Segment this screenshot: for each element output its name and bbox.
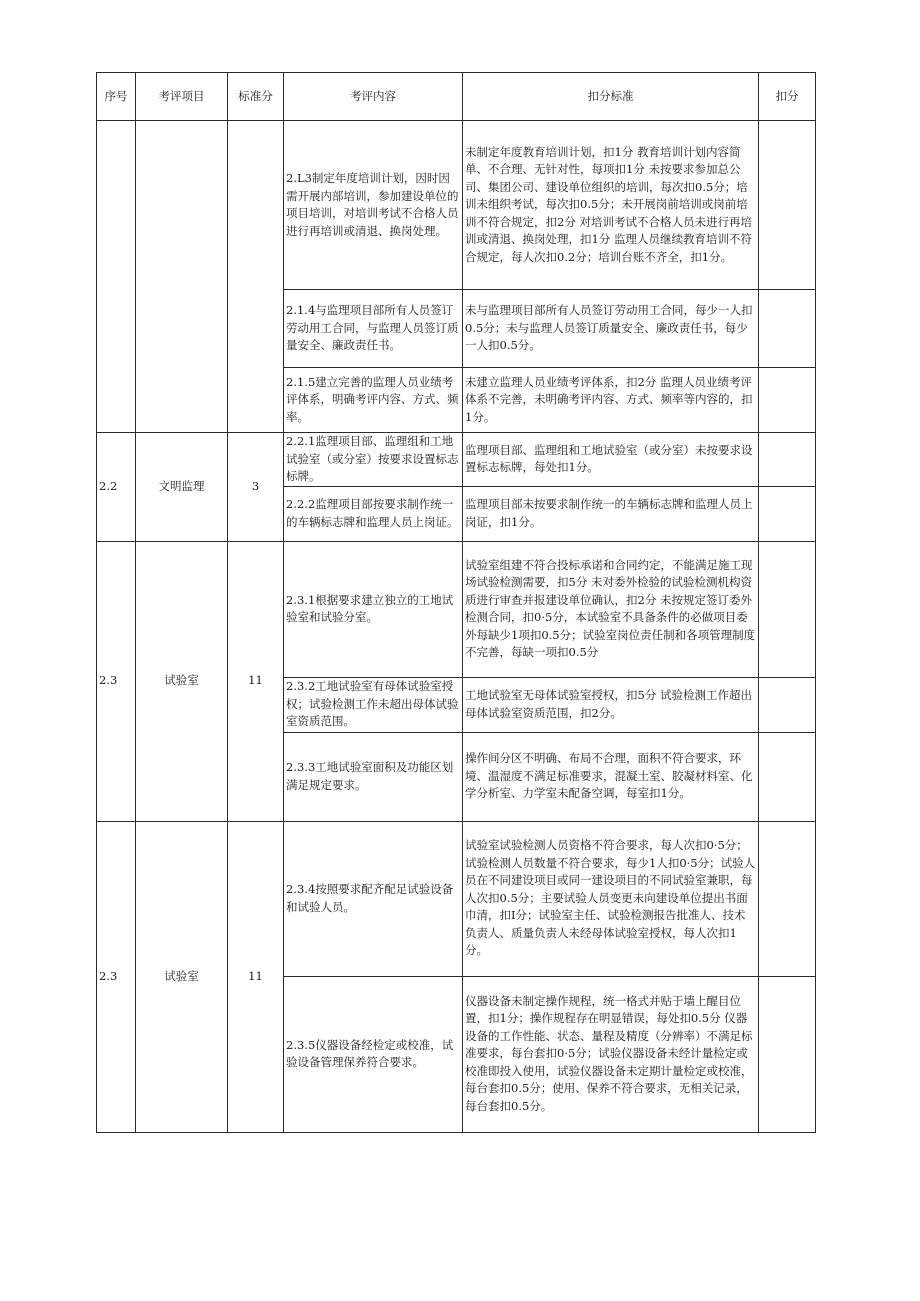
item-cell: 试验室 xyxy=(136,541,228,821)
score-cell: 3 xyxy=(228,433,284,542)
deduction-cell[interactable] xyxy=(759,290,816,368)
content-cell: 2.3.2工地试验室有母体试验室授权；试验检测工作未超出母体试验室资质范围。 xyxy=(284,677,463,732)
content-cell: 2.3.3工地试验室面积及功能区划满足规定要求。 xyxy=(284,732,463,821)
deduction-cell[interactable] xyxy=(759,486,816,541)
header-deduction: 扣分 xyxy=(759,73,816,121)
criteria-cell: 试验室组建不符合投标承诺和合同约定，不能满足施工现场试验检测需要，扣5分 未对委外检验的试验检测机构资质进行审查并报建设单位确认，扣2分 未按规定签订委外检测合同，扣0·5分，本试验室不具备条件的必做项目委外每缺少1项扣0.5分；试验室岗位责任制和各项管理制度不完善，每缺一项扣0.5分 xyxy=(463,541,759,677)
header-seq: 序号 xyxy=(97,73,136,121)
criteria-cell: 未制定年度教育培训计划，扣1分 教育培训计划内容简单、不合理、无针对性，每项扣1分 未按要求参加总公司、集团公司、建设单位组织的培训，每次扣0.5分；培训未组织考试，每次扣0.5分；未开展岗前培训或岗前培训不符合规定，扣2分 对培训考试不合格人员未进行再培训或清退、换岗处理，扣1分 监理人员继续教育培训不符合规定，每人次扣0.2分；培训台账不齐全，扣1分。 xyxy=(463,121,759,290)
header-item: 考评项目 xyxy=(136,73,228,121)
score-cell: 11 xyxy=(228,821,284,1132)
criteria-cell: 工地试验室无母体试验室授权，扣5分 试验检测工作超出母体试验室资质范围，扣2分。 xyxy=(463,677,759,732)
deduction-cell[interactable] xyxy=(759,677,816,732)
item-cell: 文明监理 xyxy=(136,433,228,542)
item-cell xyxy=(136,121,228,433)
deduction-cell[interactable] xyxy=(759,821,816,976)
header-row xyxy=(97,73,816,121)
content-cell: 2.3.5仪器设备经检定或校准，试验设备管理保养符合要求。 xyxy=(284,976,463,1132)
deduction-cell[interactable] xyxy=(759,732,816,821)
content-cell: 2.1.4与监理项目部所有人员签订劳动用工合同，与监理人员签订质量安全、廉政责任书。 xyxy=(284,290,463,368)
header-content: 考评内容 xyxy=(284,73,463,121)
criteria-cell: 未与监理项目部所有人员签订劳动用工合同，每少一人扣0.5分；未与监理人员签订质量安全、廉政责任书，每少一人扣0.5分。 xyxy=(463,290,759,368)
criteria-cell: 试验室试验检测人员资格不符合要求，每人次扣0·5分；试验检测人员数量不符合要求，每少1人扣0·5分；试验人员在不同建设项目或同一建设项目的不同试验室兼职，每人次扣0.5分；主要试验人员变更未向建设单位提出书面巾清，扣I分；试验室主任、试验检测报告批准人、技术负责人、质量负责人未经母体试验室授权，每人次扣1分。 xyxy=(463,821,759,976)
content-cell: 2.3.1根据要求建立独立的工地试验室和试验分室。 xyxy=(284,541,463,677)
content-cell: 2.1.5建立完善的监理人员业绩考评体系，明确考评内容、方式、频率。 xyxy=(284,368,463,433)
deduction-cell[interactable] xyxy=(759,976,816,1132)
table-row xyxy=(97,121,816,290)
criteria-cell: 操作间分区不明确、布局不合理，面积不符合要求，环境、温湿度不满足标准要求，混凝土室、胶凝材料室、化学分析室、力学室未配备空调，每室扣1分。 xyxy=(463,732,759,821)
seq-cell: 2.3 xyxy=(97,821,136,1132)
criteria-cell: 未建立监理人员业绩考评体系，扣2分 监理人员业绩考评体系不完善，未明确考评内容、方式、频率等内容的，扣1分。 xyxy=(463,368,759,433)
criteria-cell: 监理项目部、监理组和工地试验室（或分室）未按要求设置标志标牌，每处扣1分。 xyxy=(463,433,759,487)
criteria-cell: 仪器设备未制定操作规程，统一格式并贴于墙上醒目位置，扣1分；操作规程存在明显错误，每处扣0.5分 仪器设备的工作性能、状态、量程及精度（分辨率）不满足标准要求，每台套扣0·5分；试验仪器设备未经计量检定或校准即投入使用，试验仪器设备未定期计量检定或校准，每台套扣0.5分；使用、保养不符合要求，无相关记录，每台套扣0.5分。 xyxy=(463,976,759,1132)
table-row xyxy=(97,541,816,677)
score-cell: 11 xyxy=(228,541,284,821)
seq-cell: 2.2 xyxy=(97,433,136,542)
deduction-cell[interactable] xyxy=(759,433,816,487)
evaluation-table xyxy=(96,72,816,1133)
deduction-cell[interactable] xyxy=(759,541,816,677)
table-row xyxy=(97,433,816,487)
criteria-cell: 监理项目部未按要求制作统一的车辆标志牌和监理人员上岗证，扣1分。 xyxy=(463,486,759,541)
seq-cell xyxy=(97,121,136,433)
content-cell: 2.3.4按照要求配齐配足试验设备和试验人员。 xyxy=(284,821,463,976)
content-cell: 2.L3制定年度培训计划，因时因需开展内部培训，参加建设单位的项目培训，对培训考试不合格人员进行再培训或清退、换岗处理。 xyxy=(284,121,463,290)
header-criteria: 扣分标准 xyxy=(463,73,759,121)
content-cell: 2.2.2监理项目部按要求制作统一的车辆标志牌和监理人员上岗证。 xyxy=(284,486,463,541)
table-row xyxy=(97,821,816,976)
deduction-cell[interactable] xyxy=(759,121,816,290)
header-score: 标准分 xyxy=(228,73,284,121)
seq-cell: 2.3 xyxy=(97,541,136,821)
deduction-cell[interactable] xyxy=(759,368,816,433)
item-cell: 试验室 xyxy=(136,821,228,1132)
content-cell: 2.2.1监理项目部、监理组和工地试验室（或分室）按要求设置标志标牌。 xyxy=(284,433,463,487)
score-cell xyxy=(228,121,284,433)
